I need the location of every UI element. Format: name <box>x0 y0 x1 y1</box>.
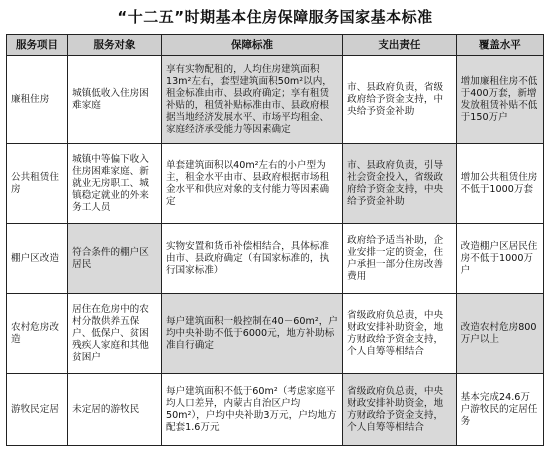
cell-standard: 单套建筑面积以40m²左右的小户型为主，租金水平由市、县政府根据市场租金水平和供应对象的支付能力等因素确定 <box>161 144 342 224</box>
table-row <box>7 224 544 294</box>
cell-standard: 实物安置和货币补偿相结合，具体标准由市、县政府确定（有国家标准的，执行国家标准） <box>161 224 342 294</box>
cell-item: 棚户区改造 <box>7 224 68 294</box>
standards-table <box>6 34 544 446</box>
cell-target: 城镇中等偏下收入住房困难家庭、新就业无房职工、城镇稳定就业的外来务工人员 <box>68 144 162 224</box>
cell-target: 符合条件的棚户区居民 <box>68 224 162 294</box>
cell-responsibility: 市、县政府负责，省级政府给予资金支持，中央给予资金补助 <box>343 56 457 144</box>
header-service-target: 服务对象 <box>68 35 162 56</box>
cell-coverage: 增加公共租赁住房不低于1000万套 <box>456 144 543 224</box>
cell-item: 廉租住房 <box>7 56 68 144</box>
header-service-item: 服务项目 <box>7 35 68 56</box>
header-standard: 保障标准 <box>161 35 342 56</box>
table-row <box>7 56 544 144</box>
cell-target: 城镇低收入住房困难家庭 <box>68 56 162 144</box>
cell-coverage: 增加廉租住房不低于400万套，新增发放租赁补贴不低于150万户 <box>456 56 543 144</box>
cell-standard: 每户建筑面积一般控制在40－60m²，户均中央补助不低于6000元，地方补助标准自行确定 <box>161 294 342 374</box>
table-row <box>7 144 544 224</box>
header-coverage: 覆盖水平 <box>456 35 543 56</box>
table-row <box>7 374 544 446</box>
cell-target: 居住在危房中的农村分散供养五保户、低保户、贫困残疾人家庭和其他贫困户 <box>68 294 162 374</box>
cell-coverage: 改造棚户区居民住房不低于1000万户 <box>456 224 543 294</box>
cell-item: 游牧民定居 <box>7 374 68 446</box>
cell-target: 未定居的游牧民 <box>68 374 162 446</box>
cell-item: 农村危房改造 <box>7 294 68 374</box>
cell-responsibility: 省级政府负总责，中央财政安排补助资金，地方财政给予资金支持，个人自筹等相结合 <box>343 294 457 374</box>
cell-responsibility: 市、县政府负责，引导社会资金投入，省级政府给予资金支持，中央给予资金补助 <box>343 144 457 224</box>
table-row <box>7 294 544 374</box>
cell-coverage: 基本完成24.6万户游牧民的定居任务 <box>456 374 543 446</box>
cell-responsibility: 政府给予适当补助，企业安排一定的资金，住户承担一部分住房改善费用 <box>343 224 457 294</box>
cell-responsibility: 省级政府负总责，中央财政安排补助资金，地方财政给予资金支持，个人自筹等相结合 <box>343 374 457 446</box>
cell-item: 公共租赁住房 <box>7 144 68 224</box>
header-row <box>7 35 544 56</box>
cell-standard: 享有实物配租的，人均住房建筑面积13m²左右，套型建筑面积50m²以内，租金标准由市、县政府确定；享有租赁补贴的，租赁补贴标准由市、县政府根据当地经济发展水平、市场平均租金、家庭经济承受能力等因素确定 <box>161 56 342 144</box>
page-title: “十二五”时期基本住房保障服务国家基本标准 <box>117 8 433 26</box>
cell-standard: 每户建筑面积不低于60m²（考虑家庭平均人口差异，内蒙古自治区户均50m²），户均中央补助3万元，户均地方配套1.6万元 <box>161 374 342 446</box>
header-responsibility: 支出责任 <box>343 35 457 56</box>
cell-coverage: 改造农村危房800万户以上 <box>456 294 543 374</box>
